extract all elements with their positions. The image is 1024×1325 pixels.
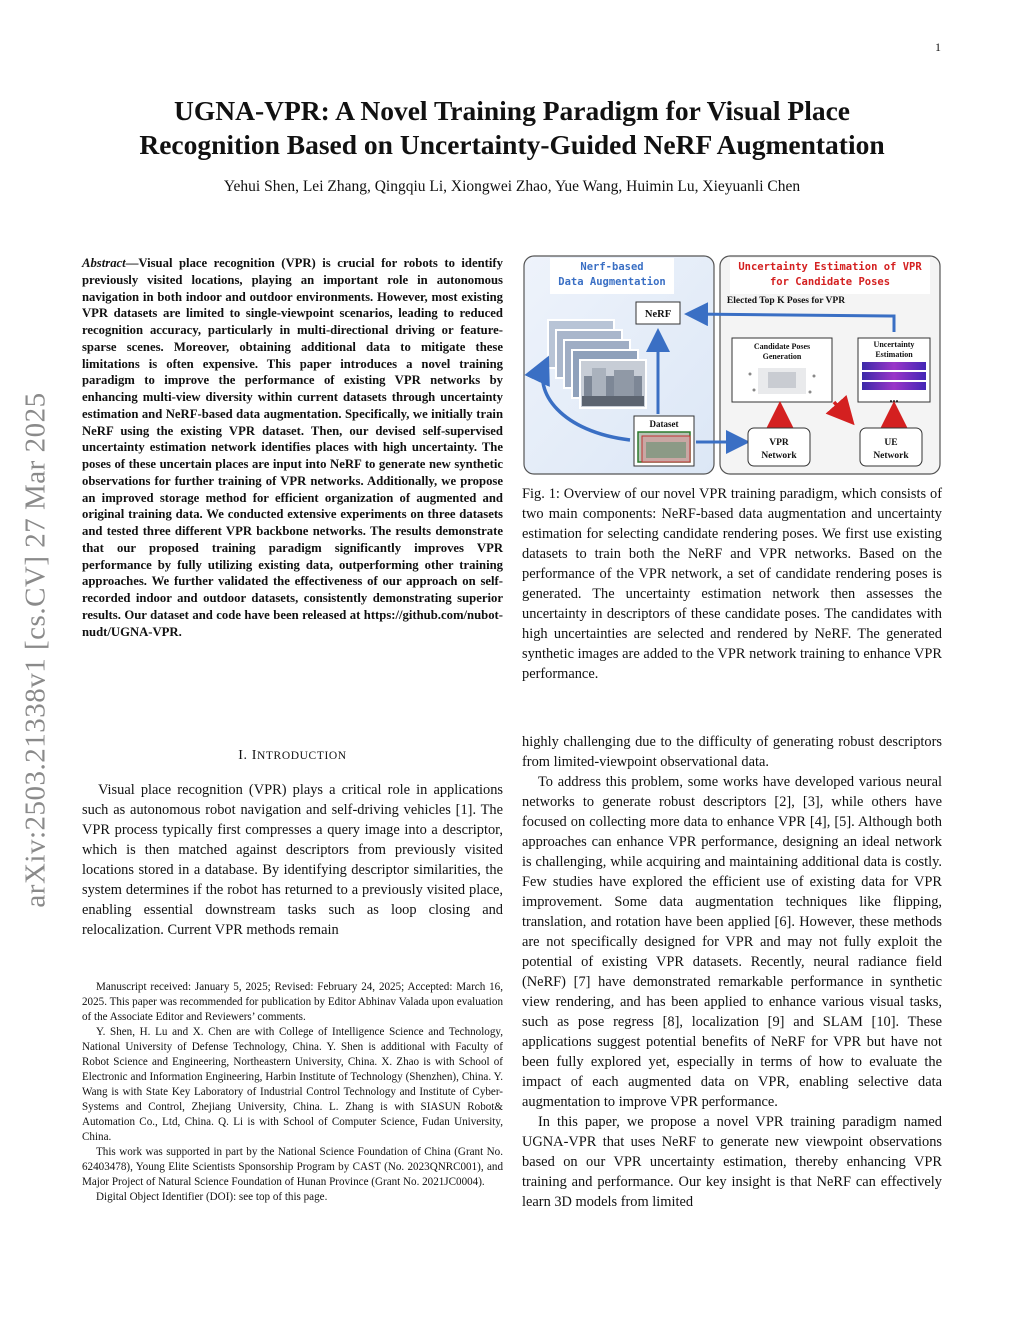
candidate-label-2: Generation <box>762 352 802 361</box>
uncertainty-label-1: Uncertainty <box>873 340 915 349</box>
ue-box-label-1: UE <box>884 438 898 448</box>
abstract-text: —Visual place recognition (VPR) is crucial for robots to identify previously visited locations, playing an important role in autonomous navigation in both indoor and outdoor environments. However, most existing VPR datasets are limited to single-viewpoint scenarios, leading to reduced recognition accuracy, particularly in multi-directional driving or feature-sparse scenes. Moreover, obtaining additional data to mitigate these limitations is often expensive. This paper introduces a novel training paradigm to improve the performance of existing VPR networks by enhancing multi-view diversity within current datasets through uncertainty estimation and NeRF-based data augmentation. Specifically, we initially train NeRF using the existing VPR dataset. Then, our devised self-supervised uncertainty estimation network identifies places with high uncertainty. The poses of these uncertain places are input into NeRF to generate new synthetic observations for further training of VPR networks. Additionally, we propose an improved storage method for efficient organization of augmented and original training data. We conducted extensive experiments on three datasets and tested three different VPR backbone networks. The results demonstrate that our proposed training paradigm significantly improves VPR performance by fully utilizing existing data, outperforming other training approaches. We further validated the effectiveness of our approach on self-recorded indoor and outdoor datasets, consistently demonstrating superior results. Our dataset and code have been released at https://github.com/nubot-nudt/UGNA-VPR. <box>82 256 503 639</box>
paper-title <box>90 94 934 162</box>
vpr-box-label-2: Network <box>761 451 797 461</box>
figure-caption: Fig. 1: Overview of our novel VPR training paradigm, which consists of two main components: NeRF-based data augmentation and uncertainty estimation for selecting candidate rendering poses. We first use existing datasets to train both the NeRF and VPR networks. Based on the performance of the VPR network, a set of candidate rendering poses is generated. The uncertainty estimation network then assesses the uncertainty in descriptors of these candidate poses. The candidates with high uncertainties are selected and rendered by NeRF. The generated synthetic images are added to the VPR network training to enhance VPR performance. <box>522 486 942 682</box>
page-number: 1 <box>935 40 941 54</box>
arxiv-id: arXiv:2503.21338v1 [cs.CV] 27 Mar 2025 <box>19 392 52 908</box>
footnote-doi: Digital Object Identifier (DOI): see top of this page. <box>96 1191 328 1203</box>
section-heading <box>82 748 503 764</box>
right-panel-title-1: Uncertainty Estimation of VPR <box>738 261 922 273</box>
nerf-box-label: NeRF <box>644 309 672 320</box>
intro-paragraph-3: In this paper, we propose a novel VPR training paradigm named UGNA-VPR that uses NeRF to generate new viewpoint observations based on our VPR uncertainty estimation, thereby enhancing VPR training and performance. Our key insight is that NeRF can effectively learn 3D models from limited <box>522 1114 942 1210</box>
figure-1 <box>522 252 942 478</box>
dataset-box-label: Dataset <box>649 419 679 429</box>
footnote-affiliations: Y. Shen, H. Lu and X. Chen are with College of Intelligence Science and Technology, National University of Defense Technology, China. Y. Shen is additional with Faculty of Robot Science and Engineering, Northeastern University, China. X. Zhao is with School of Electronic and Information Engineering, Harbin Institute of Technology (Shenzhen), China. Y. Wang is with State Key Laboratory of Industrial Control Technology and Institute of Cyber-Systems and Control, Zhejiang University, China. L. Zhang is with SIASUN Robot& Automation Co., Ltd, China. Q. Li is with School of Computer Science, Fudan University, China. <box>82 1026 503 1143</box>
abstract-label: Abstract <box>82 256 126 270</box>
author-list: Yehui Shen, Lei Zhang, Qingqiu Li, Xiongwei Zhao, Yue Wang, Huimin Lu, Xieyuanli Chen <box>223 178 801 195</box>
title-line-2: Recognition Based on Uncertainty-Guided NeRF Augmentation <box>139 129 885 160</box>
footnote-manuscript: Manuscript received: January 5, 2025; Revised: February 24, 2025; Accepted: March 16, 2025. This paper was recommended for publication by Editor Abhinav Valada upon evaluation of the Associate Editor and Reviewers’ comments. <box>82 981 503 1023</box>
intro-left-column <box>82 780 503 940</box>
ue-box-label-2: Network <box>873 451 909 461</box>
uncertainty-bar-1 <box>862 362 926 370</box>
uncertainty-label-2: Estimation <box>875 350 913 359</box>
intro-right-column <box>522 732 942 1212</box>
arxiv-watermark <box>14 350 58 950</box>
section-numeral: I. <box>238 748 252 763</box>
right-panel-title-2: for Candidate Poses <box>769 276 891 288</box>
uncertainty-bar-3 <box>862 382 926 390</box>
abstract <box>82 255 503 640</box>
left-panel-title-1: Nerf-based <box>580 261 644 273</box>
footnote-funding: This work was supported in part by the National Science Foundation of China (Grant No. 62403478), Young Elite Scientists Sponsorship Program by CAST (No. 2023QNRC001), and Major Project of Natural Science Foundation of Hunan Province (Grant No. 2021JC0004). <box>82 1146 503 1188</box>
intro-paragraph-2: To address this problem, some works have developed various neural networks to generate robust descriptors [2], [3], while others have focused on collecting more data to enhance VPR [4], [5]. Although both approaches can enhance VPR performance, designing an ideal network is challenging, while acquiring and maintaining additional data is costly. Few studies have explored the efficient use of existing data for VPR improvement. Some data augmentation techniques like flipping, translation, and rotation have been applied [6]. However, these methods are not specifically designed for VPR and may not fully exploit the potential of existing VPR datasets. Recently, neural radiance field (NeRF) [7] have demonstrated remarkable performance in synthetic view rendering, and has been applied to enhance various visual tasks, such as pose regress [8], localization [9] and SLAM [10]. These applications suggest potential benefits of NeRF for VPR but have not been fully explored yet, especially in terms of how to evaluate the impact of each augmented data on VPR, enabling selective data augmentation to improve VPR performance. <box>522 774 942 1110</box>
ellipsis: ... <box>889 391 899 405</box>
section-first-letter: I <box>251 748 258 763</box>
candidate-poses-sketch <box>749 368 816 394</box>
figure-diagram <box>522 252 942 478</box>
elected-label: Elected Top K Poses for VPR <box>726 296 846 306</box>
candidate-label-1: Candidate Poses <box>753 342 811 351</box>
footnotes <box>82 980 503 1205</box>
vpr-box-label-1: VPR <box>769 438 789 448</box>
section-title-rest: NTRODUCTION <box>257 750 347 762</box>
uncertainty-bar-2 <box>862 372 926 380</box>
title-line-1: UGNA-VPR: A Novel Training Paradigm for Visual Place <box>173 95 851 126</box>
intro-continuation: highly challenging due to the difficulty of generating robust descriptors from limited-viewpoint observational data. <box>522 734 942 770</box>
intro-paragraph-1: Visual place recognition (VPR) plays a critical role in applications such as autonomous robot navigation and self-driving vehicles [1]. The VPR process typically first compresses a query image into a descriptor, which is then matched against descriptors from previously visited locations stored in a database. By identifying descriptor similarities, the system determines if the robot has returned to a previously visited place, enabling essential downstream tasks such as loop closing and relocalization. Current VPR methods remain <box>82 782 503 938</box>
left-panel-title-2: Data Augmentation <box>558 276 666 288</box>
